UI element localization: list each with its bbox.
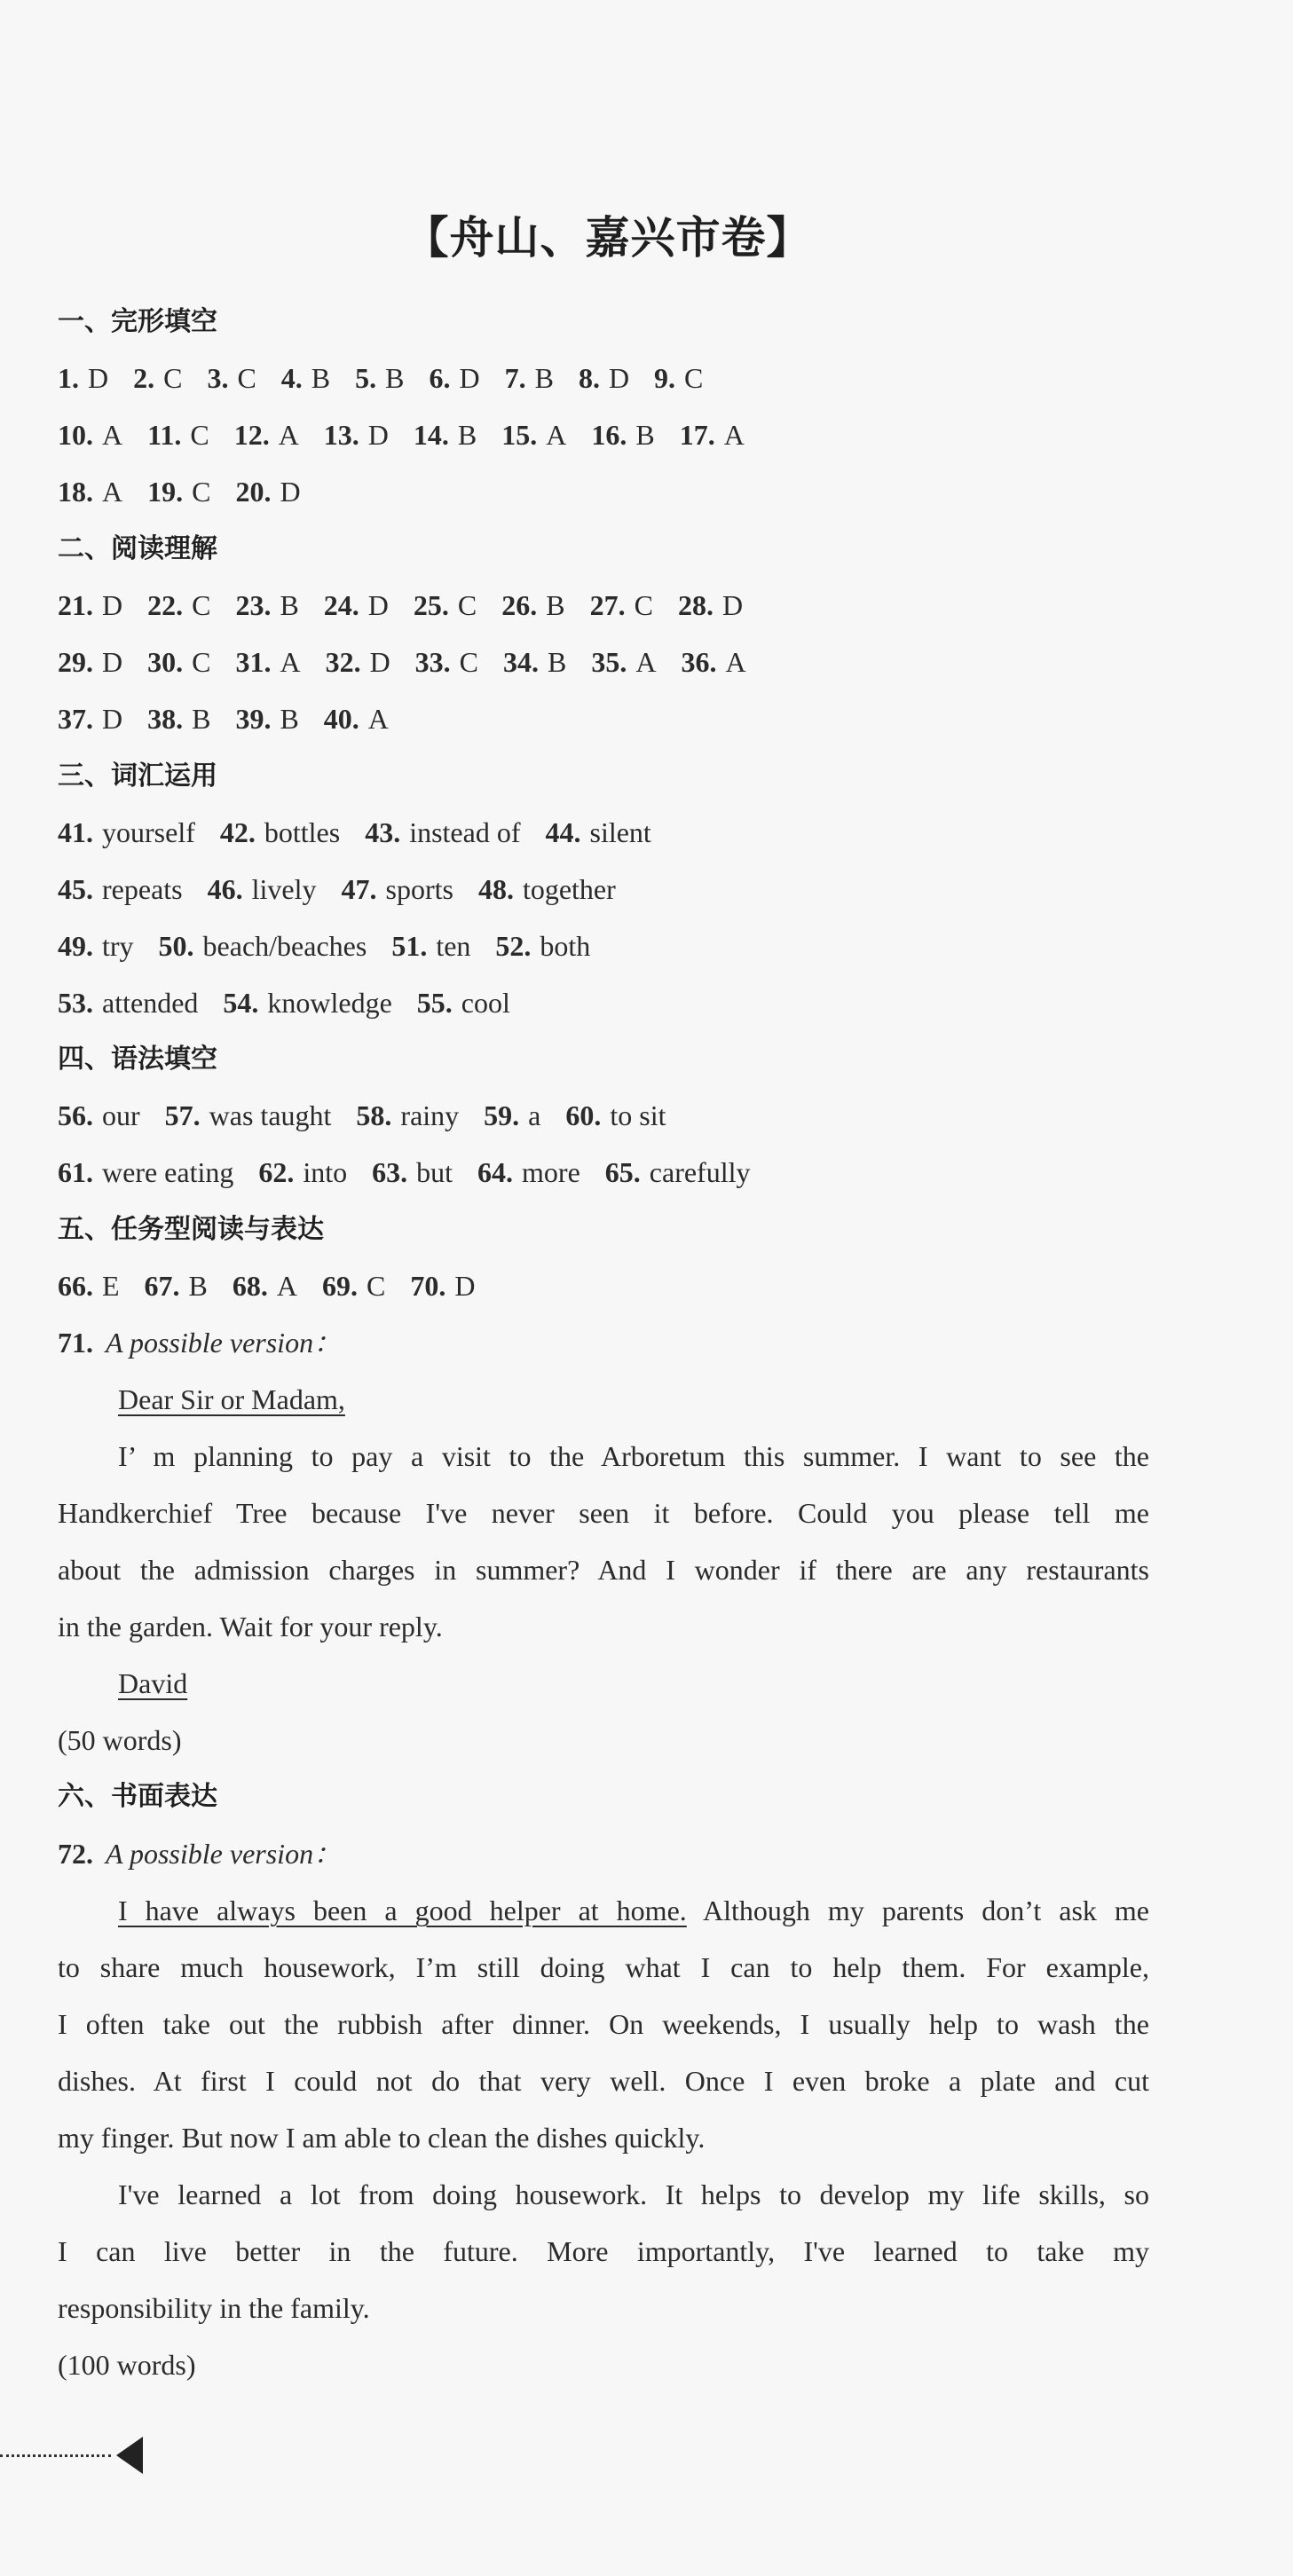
question-number: 39. <box>235 703 272 735</box>
question-number: 19. <box>147 476 184 508</box>
answer-value: instead of <box>409 816 521 848</box>
answer-value: carefully <box>649 1156 751 1188</box>
answer-value: together <box>522 873 616 905</box>
answer-item <box>680 415 745 454</box>
answer-item <box>235 699 298 738</box>
answer-value: A <box>280 646 301 678</box>
answer-item <box>415 642 478 681</box>
question-number: 45. <box>58 873 93 905</box>
answer-item <box>565 1096 666 1135</box>
answer-value: both <box>540 930 591 962</box>
answer-item <box>429 358 479 398</box>
answer-value: try <box>102 930 134 962</box>
answer-item <box>58 358 108 398</box>
signature-text: David <box>118 1667 188 1699</box>
answer-item <box>355 358 404 398</box>
question-number: 2. <box>133 362 155 394</box>
answer-value: more <box>522 1156 580 1188</box>
answer-row <box>58 586 768 625</box>
answer-item <box>391 926 470 965</box>
q71-intro <box>58 1323 342 1362</box>
answer-value: C <box>367 1270 386 1302</box>
answer-item <box>235 472 300 511</box>
answer-value: B <box>311 362 331 394</box>
answer-item <box>235 642 300 681</box>
question-number: 46. <box>207 873 243 905</box>
question-number: 12. <box>233 419 270 451</box>
answer-item <box>505 358 554 398</box>
answer-value: C <box>190 419 209 451</box>
question-number: 25. <box>413 589 449 621</box>
answer-value: C <box>163 362 183 394</box>
question-number: 30. <box>147 646 184 678</box>
answer-value: rainy <box>400 1099 460 1131</box>
answer-value: B <box>635 419 655 451</box>
answer-item <box>605 1153 751 1192</box>
essay-line: my finger. But now I am able to clean the dishes quickly. <box>58 2122 706 2154</box>
question-number: 55. <box>416 987 453 1019</box>
answer-value: D <box>608 362 630 394</box>
question-number: 43. <box>365 816 401 848</box>
answer-item <box>591 415 654 454</box>
answer-row <box>58 642 771 681</box>
answer-value: B <box>280 589 299 621</box>
answer-item <box>133 358 182 398</box>
answer-value: C <box>192 476 211 508</box>
question-number: 56. <box>58 1099 93 1131</box>
word-count: (100 words) <box>58 2349 196 2381</box>
question-number: 49. <box>58 930 93 962</box>
page-title: 【舟山、嘉兴市卷】 <box>404 212 812 264</box>
question-number: 51. <box>391 930 428 962</box>
answer-item <box>372 1153 453 1192</box>
question-number: 47. <box>341 873 377 905</box>
answer-item <box>478 870 616 909</box>
question-number: 17. <box>679 419 715 451</box>
answer-item <box>58 699 122 738</box>
answer-item <box>281 358 330 398</box>
question-number: 60. <box>565 1099 602 1131</box>
answer-value: D <box>367 589 389 621</box>
answer-item <box>58 813 195 852</box>
question-number: 61. <box>58 1156 93 1188</box>
answer-value: B <box>188 1270 208 1302</box>
answer-value: sports <box>385 873 453 905</box>
answer-item <box>145 1266 208 1305</box>
answer-value: C <box>237 362 256 394</box>
answer-value: A <box>367 703 389 735</box>
question-number: 22. <box>147 589 184 621</box>
question-number: 18. <box>58 476 93 508</box>
answer-row <box>58 358 728 398</box>
answer-row <box>58 1153 775 1192</box>
answer-item <box>207 358 256 398</box>
question-number: 35. <box>591 646 627 678</box>
answer-item <box>417 983 510 1022</box>
answer-item <box>324 415 389 454</box>
question-number: 38. <box>147 703 184 735</box>
answer-value: D <box>721 589 744 621</box>
question-number: 15. <box>501 419 538 451</box>
answer-item <box>58 1153 233 1192</box>
question-number: 9. <box>654 362 676 394</box>
answer-item <box>341 870 453 909</box>
letter-line: in the garden. Wait for your reply. <box>58 1611 443 1642</box>
answer-item <box>147 586 210 625</box>
page-turn-arrow-icon <box>116 2437 143 2474</box>
answer-value: cool <box>461 987 510 1019</box>
essay-line: dishes. At first I could not do that very well. Once I even broke a plate and cut <box>58 2065 1149 2097</box>
answer-value: bottles <box>264 816 341 848</box>
answer-value: D <box>88 362 109 394</box>
section-heading-writing: 六、书面表达 <box>58 1781 217 1812</box>
answer-value: B <box>546 589 565 621</box>
answer-value: beach/beaches <box>202 930 367 962</box>
question-number: 3. <box>207 362 229 394</box>
answer-value: A <box>546 419 567 451</box>
answer-value: attended <box>102 987 199 1019</box>
letter-line: about the admission charges in summer? And I wonder if there are any restaurants <box>58 1554 1149 1586</box>
answer-value: D <box>102 589 123 621</box>
question-number: 54. <box>223 987 259 1019</box>
answer-item <box>590 586 653 625</box>
question-number: 10. <box>58 419 93 451</box>
question-number: 53. <box>58 987 93 1019</box>
answer-item <box>356 1096 459 1135</box>
question-number: 50. <box>158 930 194 962</box>
answer-row <box>58 1266 500 1305</box>
answer-item <box>208 870 317 909</box>
answer-item <box>233 1266 297 1305</box>
essay-line: I've learned a lot from doing housework. It helps to develop my life skills, so <box>118 2178 1149 2210</box>
answer-value: D <box>459 362 480 394</box>
question-number: 14. <box>413 419 449 451</box>
answer-value: D <box>369 646 390 678</box>
answer-value: B <box>385 362 405 394</box>
question-number: 11. <box>147 419 182 451</box>
answer-row <box>58 813 676 852</box>
answer-value: silent <box>589 816 651 848</box>
answer-value: knowledge <box>267 987 392 1019</box>
answer-value: C <box>192 646 211 678</box>
answer-row <box>58 926 615 965</box>
question-number: 28. <box>677 589 714 621</box>
intro-text: A possible version： <box>106 1327 343 1359</box>
answer-value: ten <box>436 930 471 962</box>
answer-item <box>365 813 520 852</box>
answer-row <box>58 699 414 738</box>
question-number: 32. <box>325 646 361 678</box>
question-number: 48. <box>477 873 514 905</box>
answer-value: B <box>280 703 299 735</box>
intro-text: A possible version： <box>106 1838 343 1870</box>
answer-value: B <box>457 419 477 451</box>
answer-item <box>414 415 477 454</box>
answer-row <box>58 1096 690 1135</box>
answer-value: repeats <box>102 873 183 905</box>
page-edge-dotted-line <box>0 2454 111 2457</box>
question-number: 63. <box>372 1156 408 1188</box>
answer-value: lively <box>251 873 317 905</box>
greeting-text: Dear Sir or Madam, <box>118 1383 345 1415</box>
question-number: 13. <box>323 419 359 451</box>
answer-item <box>58 642 122 681</box>
essay-line <box>118 1891 1149 1930</box>
question-number: 52. <box>495 930 532 962</box>
question-number: 27. <box>589 589 626 621</box>
answer-item <box>58 472 122 511</box>
question-number: 40. <box>323 703 359 735</box>
answer-value: B <box>192 703 211 735</box>
answer-value: C <box>634 589 653 621</box>
question-number: 21. <box>58 589 93 621</box>
word-count: (50 words) <box>58 1724 182 1756</box>
answer-item <box>147 472 210 511</box>
answer-row <box>58 415 769 454</box>
answer-item <box>654 358 703 398</box>
answer-item <box>545 813 650 852</box>
answer-value: A <box>276 1270 297 1302</box>
question-number: 64. <box>477 1156 514 1188</box>
answer-item <box>484 1096 540 1135</box>
essay-line: I can live better in the future. More importantly, I've learned to take my <box>58 2235 1149 2267</box>
answer-item <box>234 415 299 454</box>
answer-value: B <box>534 362 554 394</box>
answer-item <box>58 983 198 1022</box>
answer-value: yourself <box>102 816 195 848</box>
answer-value: C <box>684 362 704 394</box>
answer-item <box>147 415 209 454</box>
question-number: 72. <box>58 1838 93 1870</box>
answer-value: A <box>725 646 746 678</box>
answer-item <box>58 1266 120 1305</box>
question-number: 71. <box>58 1327 93 1359</box>
question-number: 41. <box>58 816 93 848</box>
answer-value: D <box>102 703 123 735</box>
answer-item <box>579 358 629 398</box>
answer-item <box>159 926 367 965</box>
answer-item <box>678 586 743 625</box>
answer-value: our <box>102 1099 140 1131</box>
question-number: 34. <box>503 646 540 678</box>
question-number: 44. <box>545 816 581 848</box>
question-number: 31. <box>235 646 272 678</box>
question-number: 8. <box>578 362 600 394</box>
question-number: 66. <box>58 1270 93 1302</box>
question-number: 1. <box>58 362 79 394</box>
topic-sentence: I have always been a good helper at home. <box>118 1895 687 1926</box>
answer-value: were eating <box>102 1156 234 1188</box>
answer-value: but <box>416 1156 453 1188</box>
question-number: 58. <box>356 1099 392 1131</box>
letter-signature <box>118 1664 1149 1703</box>
letter-line: Handkerchief Tree because I've never seen it before. Could you please tell me <box>58 1497 1149 1529</box>
question-number: 42. <box>219 816 256 848</box>
section-heading-cloze: 一、完形填空 <box>58 306 217 337</box>
question-number: 37. <box>58 703 93 735</box>
answer-item <box>58 586 122 625</box>
question-number: 69. <box>322 1270 358 1302</box>
answer-item <box>58 1096 140 1135</box>
essay-line: to share much housework, I’m still doing what I can to help them. For example, <box>58 1951 1149 1983</box>
question-number: 36. <box>681 646 717 678</box>
question-number: 4. <box>280 362 303 394</box>
question-number: 67. <box>144 1270 180 1302</box>
answer-item <box>58 415 122 454</box>
question-number: 57. <box>164 1099 201 1131</box>
answer-value: A <box>102 419 123 451</box>
letter-line: I’ m planning to pay a visit to the Arboretum this summer. I want to see the <box>118 1440 1149 1472</box>
answer-item <box>322 1266 385 1305</box>
answer-value: into <box>303 1156 348 1188</box>
answer-item <box>58 870 183 909</box>
answer-item <box>235 586 298 625</box>
answer-item <box>324 586 389 625</box>
answer-item <box>414 586 477 625</box>
answer-value: a <box>528 1099 541 1131</box>
answer-row <box>58 472 326 511</box>
essay-text: Although my parents don’t ask me <box>686 1895 1150 1926</box>
answer-item <box>503 642 566 681</box>
section-heading-reading: 二、阅读理解 <box>58 533 217 564</box>
answer-item <box>147 642 210 681</box>
answer-value: A <box>635 646 657 678</box>
question-number: 6. <box>429 362 451 394</box>
q72-intro <box>58 1834 342 1873</box>
question-number: 65. <box>604 1156 641 1188</box>
answer-value: C <box>457 589 477 621</box>
question-number: 33. <box>414 646 451 678</box>
answer-item <box>501 586 564 625</box>
answer-item <box>324 699 389 738</box>
essay-line: responsibility in the family. <box>58 2292 370 2324</box>
answer-value: was taught <box>209 1099 332 1131</box>
question-number: 16. <box>591 419 627 451</box>
question-number: 23. <box>235 589 272 621</box>
answer-value: to sit <box>610 1099 666 1131</box>
answer-item <box>147 699 210 738</box>
answer-value: D <box>367 419 389 451</box>
question-number: 24. <box>323 589 359 621</box>
section-heading-vocabulary: 三、词汇运用 <box>58 760 217 792</box>
essay-line: I often take out the rubbish after dinner. On weekends, I usually help to wash the <box>58 2008 1149 2040</box>
question-number: 70. <box>410 1270 446 1302</box>
answer-row <box>58 983 535 1022</box>
answer-item <box>495 926 590 965</box>
answer-item <box>58 926 134 965</box>
answer-item <box>681 642 745 681</box>
answer-value: B <box>548 646 567 678</box>
answer-value: A <box>278 419 299 451</box>
answer-item <box>258 1153 347 1192</box>
answer-item <box>477 1153 580 1192</box>
answer-value: C <box>459 646 479 678</box>
answer-item <box>501 415 566 454</box>
answer-item <box>223 983 391 1022</box>
answer-item <box>165 1096 332 1135</box>
section-heading-grammar: 四、语法填空 <box>58 1044 217 1075</box>
question-number: 20. <box>235 476 272 508</box>
answer-item <box>591 642 656 681</box>
question-number: 29. <box>58 646 93 678</box>
answer-item <box>410 1266 475 1305</box>
question-number: 59. <box>484 1099 520 1131</box>
question-number: 5. <box>355 362 377 394</box>
letter-greeting <box>118 1380 1149 1419</box>
answer-value: D <box>454 1270 476 1302</box>
answer-value: E <box>102 1270 120 1302</box>
answer-row <box>58 870 641 909</box>
answer-value: A <box>102 476 123 508</box>
section-heading-task-reading: 五、任务型阅读与表达 <box>58 1214 324 1245</box>
question-number: 68. <box>232 1270 268 1302</box>
question-number: 62. <box>258 1156 295 1188</box>
answer-value: D <box>102 646 123 678</box>
question-number: 26. <box>501 589 538 621</box>
answer-item <box>326 642 390 681</box>
answer-value: C <box>192 589 211 621</box>
answer-item <box>220 813 340 852</box>
question-number: 7. <box>504 362 526 394</box>
answer-value: D <box>280 476 301 508</box>
answer-value: A <box>723 419 745 451</box>
